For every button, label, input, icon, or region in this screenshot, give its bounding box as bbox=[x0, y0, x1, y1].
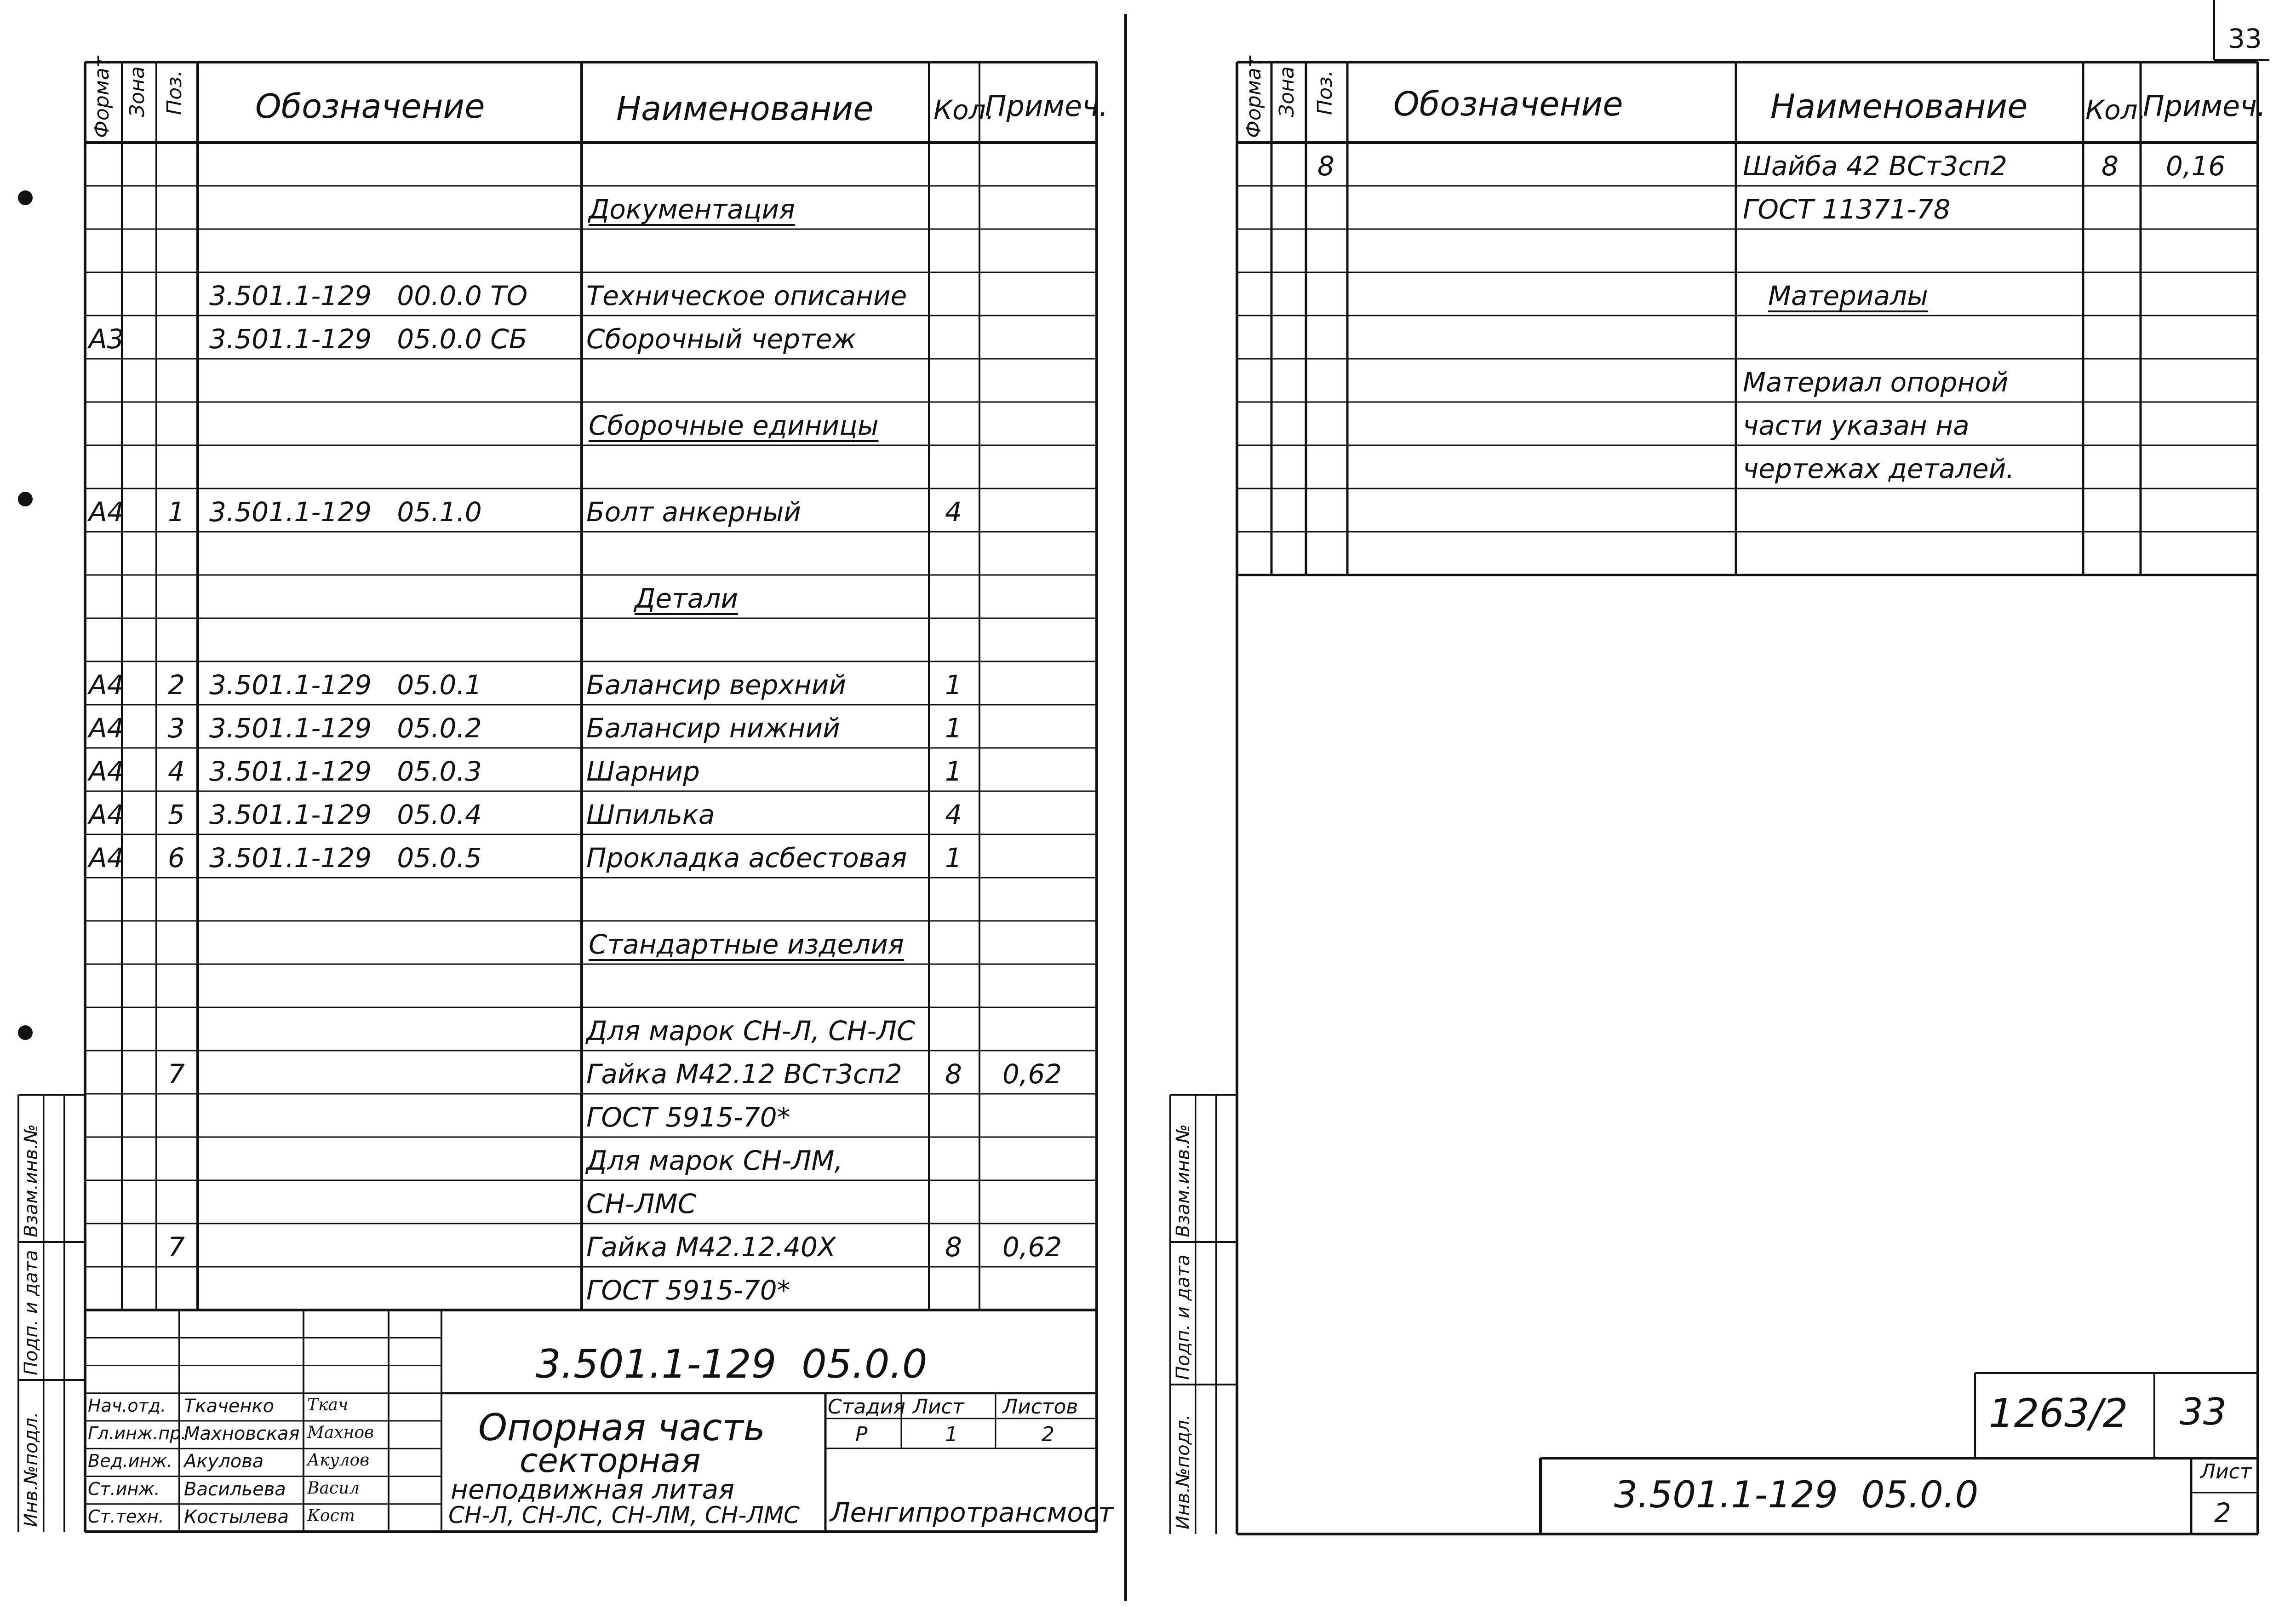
header-note: Примеч. bbox=[2143, 89, 2266, 123]
stage-label: Стадия bbox=[828, 1395, 905, 1419]
sheet-value: 1 bbox=[945, 1422, 958, 1446]
row-name: Шарнир bbox=[586, 756, 700, 787]
row-designation: 3.501.1-129 05.0.2 bbox=[209, 713, 482, 744]
row-name: Балансир верхний bbox=[586, 669, 847, 701]
section-heading: Документация bbox=[589, 194, 795, 225]
row-name: ГОСТ 5915-70* bbox=[586, 1275, 790, 1306]
header-name: Наименование bbox=[616, 89, 874, 128]
row-name: Для марок СН-ЛМ, bbox=[586, 1145, 843, 1176]
side-stamp-inventory: Инв.№подл. bbox=[21, 1412, 42, 1527]
header-qty: Кол. bbox=[933, 94, 995, 126]
row-position: 5 bbox=[168, 799, 185, 830]
stamp-sheet-label: Лист bbox=[2200, 1460, 2252, 1483]
row-name: Для марок СН-Л, СН-ЛС bbox=[586, 1015, 916, 1046]
row-designation: 3.501.1-129 00.0.0 ТО bbox=[209, 280, 528, 311]
row-note: 0,16 bbox=[2166, 150, 2226, 182]
row-format: А4 bbox=[89, 756, 124, 787]
stamp-designation: 3.501.1-129 05.0.0 bbox=[1614, 1473, 1979, 1516]
row-name: чертежах деталей. bbox=[1743, 453, 2015, 484]
header-name: Наименование bbox=[1770, 87, 2028, 126]
row-position: 1 bbox=[168, 496, 185, 528]
row-format: А4 bbox=[89, 842, 124, 873]
stamp-page-number: 33 bbox=[2180, 1391, 2227, 1433]
section-heading: Сборочные единицы bbox=[589, 410, 879, 441]
row-name: Сборочный чертеж bbox=[586, 323, 856, 355]
row-position: 4 bbox=[168, 756, 185, 787]
row-name: Гайка М42.12.40Х bbox=[586, 1231, 836, 1263]
title-line-2: секторная bbox=[520, 1441, 701, 1480]
row-designation: 3.501.1-129 05.0.0 СБ bbox=[209, 323, 527, 355]
header-format: Формат bbox=[1242, 56, 1265, 138]
staff-role: Гл.инж.пр. bbox=[88, 1423, 187, 1443]
row-name: Прокладка асбестовая bbox=[586, 842, 907, 873]
header-designation: Обозначение bbox=[1393, 85, 1623, 123]
row-position: 7 bbox=[168, 1058, 185, 1090]
row-format: А4 bbox=[89, 496, 124, 528]
inventory-number: 1263/2 bbox=[1989, 1391, 2128, 1437]
row-name: Балансир нижний bbox=[586, 713, 840, 744]
organization-name: Ленгипротрансмост bbox=[830, 1496, 1114, 1528]
row-format: А4 bbox=[89, 669, 124, 701]
header-note: Примеч. bbox=[985, 89, 1108, 123]
sheet-label: Лист bbox=[913, 1395, 964, 1419]
side-stamp-signature-date: Подп. и дата bbox=[21, 1250, 42, 1375]
row-format: А4 bbox=[89, 713, 124, 744]
staff-signature: Кост bbox=[307, 1506, 355, 1525]
row-quantity: 1 bbox=[945, 842, 962, 873]
row-quantity: 8 bbox=[945, 1231, 962, 1263]
side-stamp-signature-date: Подп. и дата bbox=[1173, 1254, 1194, 1380]
section-heading: Материалы bbox=[1768, 280, 1928, 311]
row-name: Шпилька bbox=[586, 799, 715, 830]
stage-value: Р bbox=[855, 1422, 868, 1446]
header-format: Формат bbox=[90, 56, 114, 138]
side-stamp-replacement: Взам.инв.№ bbox=[1173, 1124, 1194, 1237]
row-quantity: 1 bbox=[945, 756, 962, 787]
stamp-sheet-value: 2 bbox=[2214, 1497, 2231, 1529]
row-quantity: 1 bbox=[945, 669, 962, 701]
row-name: Материал опорной bbox=[1743, 367, 2009, 398]
row-name: СН-ЛМС bbox=[586, 1188, 697, 1219]
staff-name: Акулова bbox=[184, 1451, 264, 1472]
staff-name: Васильева bbox=[184, 1478, 286, 1500]
section-heading: Детали bbox=[635, 583, 739, 614]
header-zone: Зона bbox=[126, 66, 149, 117]
staff-signature: Васил bbox=[307, 1478, 360, 1498]
row-designation: 3.501.1-129 05.1.0 bbox=[209, 496, 482, 528]
row-name: ГОСТ 5915-70* bbox=[586, 1102, 790, 1133]
row-format: А3 bbox=[89, 323, 124, 355]
header-qty: Кол. bbox=[2085, 94, 2147, 126]
staff-role: Ст.техн. bbox=[88, 1506, 164, 1527]
row-quantity: 4 bbox=[945, 496, 962, 528]
staff-signature: Ткач bbox=[307, 1395, 349, 1414]
header-pos: Поз. bbox=[1313, 70, 1337, 115]
staff-signature: Акулов bbox=[307, 1451, 370, 1470]
row-name: Техническое описание bbox=[586, 280, 907, 311]
row-designation: 3.501.1-129 05.0.5 bbox=[209, 842, 482, 873]
row-designation: 3.501.1-129 05.0.1 bbox=[209, 669, 482, 701]
side-stamp-replacement: Взам.инв.№ bbox=[21, 1124, 42, 1237]
title-line-1: Опорная часть bbox=[478, 1406, 765, 1449]
row-quantity: 8 bbox=[945, 1058, 962, 1090]
row-quantity: 8 bbox=[2101, 150, 2119, 182]
row-quantity: 4 bbox=[945, 799, 962, 830]
row-position: 7 bbox=[168, 1231, 185, 1263]
row-name: части указан на bbox=[1743, 410, 1970, 441]
page-corner-number: 33 bbox=[2228, 23, 2262, 54]
row-format: А4 bbox=[89, 799, 124, 830]
staff-name: Ткаченко bbox=[184, 1395, 275, 1417]
row-designation: 3.501.1-129 05.0.4 bbox=[209, 799, 482, 830]
row-name: Шайба 42 ВСт3сп2 bbox=[1743, 150, 2007, 182]
staff-name: Махновская bbox=[184, 1423, 300, 1444]
row-name: Болт анкерный bbox=[586, 496, 801, 528]
row-position: 2 bbox=[168, 669, 185, 701]
staff-name: Костылева bbox=[184, 1506, 289, 1528]
section-heading: Стандартные изделия bbox=[589, 929, 904, 960]
sheets-label: Листов bbox=[1002, 1395, 1078, 1419]
row-position: 8 bbox=[1317, 150, 1334, 182]
row-position: 3 bbox=[168, 713, 185, 744]
sheets-value: 2 bbox=[1042, 1422, 1054, 1446]
staff-role: Ст.инж. bbox=[88, 1478, 160, 1499]
staff-signature: Махнов bbox=[307, 1423, 374, 1442]
staff-role: Вед.инж. bbox=[88, 1451, 172, 1471]
title-line-4: СН-Л, СН-ЛС, СН-ЛМ, СН-ЛМС bbox=[448, 1501, 800, 1529]
row-name: ГОСТ 11371-78 bbox=[1743, 194, 1951, 225]
row-note: 0,62 bbox=[1002, 1058, 1062, 1090]
row-quantity: 1 bbox=[945, 713, 962, 744]
staff-role: Нач.отд. bbox=[88, 1395, 166, 1416]
title-line-3: неподвижная литая bbox=[451, 1473, 735, 1505]
row-note: 0,62 bbox=[1002, 1231, 1062, 1263]
row-designation: 3.501.1-129 05.0.3 bbox=[209, 756, 482, 787]
side-stamp-inventory: Инв.№подл. bbox=[1173, 1414, 1194, 1529]
row-position: 6 bbox=[168, 842, 185, 873]
header-pos: Поз. bbox=[163, 70, 186, 115]
row-name: Гайка М42.12 ВСт3сп2 bbox=[586, 1058, 902, 1090]
header-designation: Обозначение bbox=[255, 87, 485, 126]
title-designation: 3.501.1-129 05.0.0 bbox=[536, 1341, 928, 1387]
header-zone: Зона bbox=[1275, 66, 1299, 117]
